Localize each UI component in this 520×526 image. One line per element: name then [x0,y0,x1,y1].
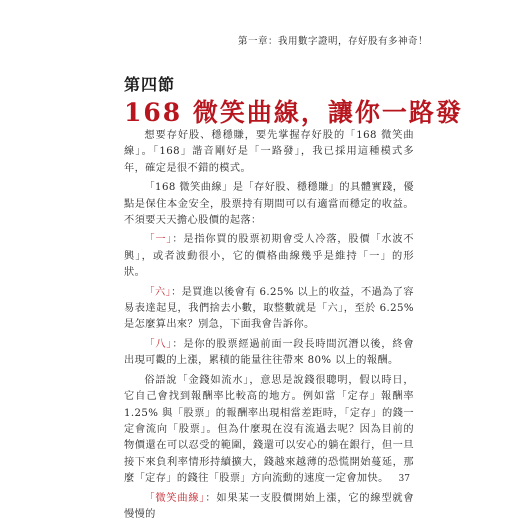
running-header: 第一章：我用數字證明，存好股有多神奇！ [237,36,428,47]
paragraph-text: ：如果某一支股價開始上漲，它的線型就會慢慢的 [124,492,414,520]
paragraph [124,491,414,524]
paragraph-text: 俗語說「金錢如流水」，意思是說錢很聰明，假以時日，它自己會找到報酬率比較高的地方。例如當「定存」報酬率 1.25% 與「股票」的報酬率出現相當差距時，「定存」的錢一定會流向「股票」。但為什麼現在沒有流過去呢？因為目前的物價還在可以忍受的範圍，錢還可以安心的躺在銀行，但一旦接下來負利率情形持續擴大，錢越來越薄的恐慌開始蔓延，那麼「定存」的錢往「股票」方向流動的速度一定會加快。 [124,374,414,485]
paragraph-lead: 「六」 [144,286,172,298]
paragraph-text: ：是指你買的股票初期會受人冷落，股價「水波不興」，或者波動很小，它的價格曲線幾乎是維持「一」的形狀。 [124,234,414,279]
paragraph-text: 「168 微笑曲線」是「存好股、穩穩賺」的具體實踐，優點是保住本金安全，股票持有期間可以有適當而穩定的收益。不須要天天擔心股價的起落： [124,182,414,227]
paragraph [124,337,414,370]
section-label: 第四節 [124,75,176,94]
paragraph [124,373,414,488]
body-text [124,128,414,526]
paragraph [124,180,414,229]
paragraph-lead: 「八」 [144,338,173,350]
paragraph-text: ：是你的股票經過前面一段長時間沉潛以後，終會出現可觀的上漲，累積的能量往往帶來 80% 以上的報酬。 [124,338,414,367]
paragraph [124,285,414,334]
paragraph-lead: 「微笑曲線」 [144,492,206,504]
paragraph-lead: 「一」 [144,234,173,246]
paragraph-text: ：是買進以後會有 6.25% 以上的收益，不過為了容易表達起見，我們捨去小數，取整數就是「六」，至於 6.25% 是怎麼算出來？別急，下面我會告訴你。 [124,286,414,331]
page-number: 37 [398,474,410,484]
section-title: 168 微笑曲線，讓你一路發 [124,98,463,127]
paragraph [124,128,414,177]
paragraph-text: 想要存好股、穩穩賺，要先掌握存好股的「168 微笑曲線」。「168」諧音剛好是「一路發」，我已採用這種模式多年，確定是很不錯的模式。 [124,130,414,174]
paragraph [124,232,414,281]
